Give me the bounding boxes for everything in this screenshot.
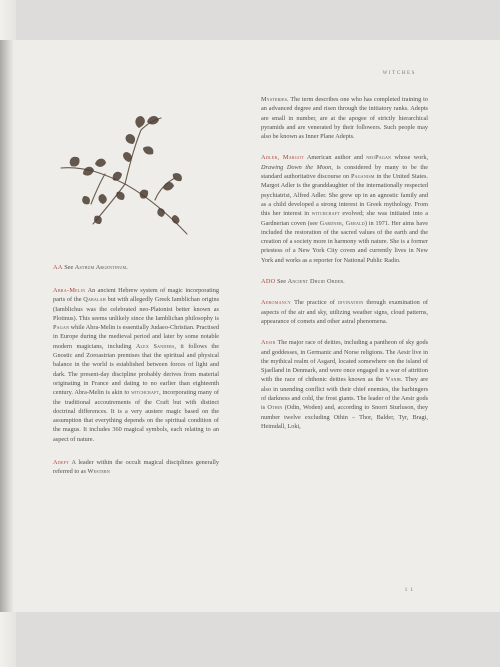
cross-ref-vanir: Vanir: [385, 376, 402, 384]
entry-text: while Abra-Melin is essentially Judaeo-Christian. Practised in Europe during the medieval period and later by some notable modern magicians, including: [53, 324, 220, 350]
entry-aesir: [261, 338, 428, 431]
cross-ref-divination: divination: [337, 299, 364, 307]
headword-aeromancy: Aeromancy: [261, 299, 292, 307]
page-number: 1 1: [404, 588, 414, 593]
entry-ado: [261, 277, 428, 286]
entry-text: An ancient Hebrew system of magic incorporating parts of the: [53, 287, 220, 304]
cross-ref-ancient-druid-order: Ancient Druid Order.: [287, 278, 345, 286]
cross-ref-mysteries: Mysteries: [261, 96, 288, 103]
cross-ref-qabalah: Qabalah: [83, 296, 106, 304]
cross-ref-western: Western: [87, 468, 110, 476]
illustration-caption: [53, 263, 219, 272]
entry-text: , it follows the Gnostic and Zoroastrian premises that the spiritual and physical balance in the world is established between forces of light and dark. The present-day discipline probably derives from material originating in France and dating to no earlier than eighteenth century. Abra-Melin is akin to: [53, 342, 220, 397]
caption-see: See: [64, 264, 74, 271]
book-title: Drawing Down the Moon: [261, 163, 332, 171]
entry-adler-margot: [261, 153, 428, 265]
entry-text: A leader within the occult magical disciplines generally referred to as: [53, 459, 219, 476]
entry-text: whose work,: [394, 154, 429, 162]
entry-text: but with allegedly Greek Iamblichan origins (Iamblichus was the celebrated neo-Platonist better known as Plotinus). This seems unlikely since the Iamblichan philosophy is: [53, 296, 220, 322]
caption-target: Astrum Argentinum.: [74, 264, 128, 271]
entry-text: . The term describes one who has completed training to an advanced degree and risen through the initiatory ranks. Adepts are small in number, are at the apogee of strictly hierarchical pyramids and are venerated by their followers. Such people may also be known as Inner Plane Adepts.: [261, 96, 428, 141]
entry-mysteries-continued: [261, 95, 428, 141]
entry-text: See: [277, 278, 287, 286]
entry-abra-melin: [53, 286, 219, 444]
entry-text: , is considered by many to be the standard authoritative discourse on: [261, 163, 428, 181]
entry-text: . They are also in unending conflict with their chief enemies, the harbingers of darkness and cold, the frost giants. The leader of the Aesir gods is: [261, 376, 429, 412]
cross-ref-gardner: Gardner, Gerald: [319, 219, 365, 227]
botanical-branch-illustration-icon: [55, 108, 205, 248]
entry-aeromancy: [261, 298, 428, 326]
entry-adept: [53, 458, 219, 477]
entry-text: The major race of deities, including a pantheon of sky gods and goddesses, in Germanic and Norse religions. The Aesir live in the mythical realm of Asgard, located somewhere on the island of Sjaelland in Denmark, and were once engaged in a war of attrition with the race of chthonic deities known as the: [261, 339, 428, 384]
cross-ref-neopagan: neoPagan: [366, 154, 392, 162]
left-column: [53, 286, 219, 486]
cross-ref-paganism: Paganism: [350, 173, 375, 181]
cross-ref-alex-sanders: Alex Sanders: [135, 342, 175, 350]
entry-text: evolved; she was initiated into a Gardnerian coven (see: [261, 210, 429, 227]
cross-ref-witchcraft: witchcraft: [131, 389, 160, 397]
headword-ado: ADO: [261, 278, 276, 286]
running-head: WITCHES: [382, 71, 416, 76]
right-column: [261, 95, 428, 440]
entry-text: American author and: [306, 154, 364, 162]
headword-aesir: Aesir: [261, 339, 276, 347]
cross-ref-pagan: Pagan: [53, 324, 70, 332]
headword-adler-margot: Adler, Margot: [261, 154, 304, 162]
caption-term: AA: [53, 264, 63, 271]
cross-ref-witchcraft: witchcraft: [311, 210, 340, 218]
entry-text: in the United States. Margot Adler is the granddaughter of the internationally respected psychiatrist, Alfred Adler. She grew up in an agnostic family and as a child developed a strong interest in Greek mythology. From this her interest in: [261, 173, 428, 218]
entry-text: The practice of: [294, 299, 335, 307]
entry-text: ) in 1971. Her aims have included the restoration of the sacred values of the earth and the creation of a society more in harmony with nature. She is a former priestess of a New York City coven and currently lives in New York and works as a reporter for National Public Radio.: [261, 219, 429, 264]
entry-text: (Odin, Woden) and, according to Snorri Sturluson, they number twelve excluding Othin – Thor, Balder, Tyr, Bragi, Heimdall, Loki,: [261, 404, 428, 430]
spine-shadow: [0, 40, 14, 612]
headword-adept: Adept: [53, 459, 70, 467]
entry-text: through examination of aspects of the air and sky, utilizing weather signs, cloud patterns, appearance of comets and other astral phenomena.: [261, 299, 429, 325]
entry-text: , incorporating many of the traditional accoutrements of the Craft but with distinct doctrinal differences. It is a very austere magic based on the assumption that everything depends on the spiritual condition of the magus. It includes 360 magical symbols, each relating to an aspect of nature.: [53, 389, 220, 443]
cross-ref-othin: Othin: [267, 404, 283, 412]
headword-abra-melin: Abra-Melin: [53, 287, 86, 294]
